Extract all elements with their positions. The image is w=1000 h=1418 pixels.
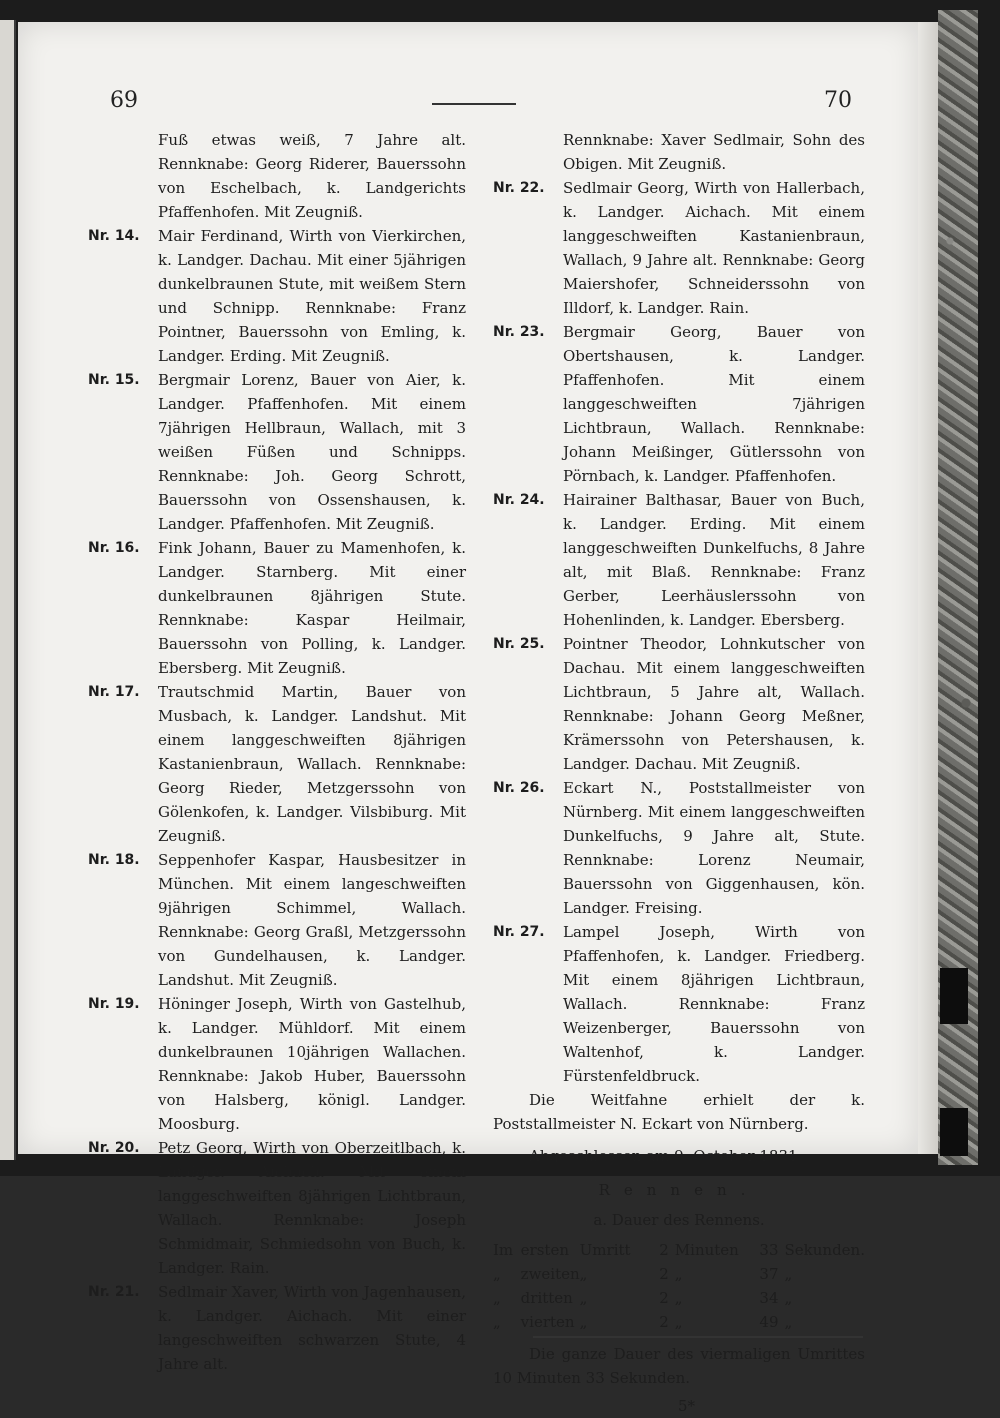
entry-text: Bergmair Georg, Bauer von Obertshausen, k. Landger. Pfaffenhofen. Mit einem langgeschweiften 7jährigen Lichtbraun, Wallach. Rennknabe: Johann Meißinger, Gütlerssohn von Pörnbach, k. Landger. Pfaffenhofen. — [563, 323, 865, 485]
continuation-text: Rennknabe: Xaver Sedlmair, Sohn des Obigen. Mit Zeugniß. — [563, 131, 865, 173]
entry-24 — [493, 488, 865, 632]
entry-number: Nr. 24. — [493, 492, 545, 508]
entry-number: Nr. 14. — [88, 228, 140, 244]
row-seconds: 34 — [759, 1289, 779, 1307]
row-prefix: „ — [493, 1265, 501, 1283]
row-min-label: „ — [674, 1289, 683, 1307]
row-min-label: „ — [674, 1313, 683, 1331]
entry-text: Eckart N., Poststallmeister von Nürnberg. Mit einem langgeschweiften Dunkelfuchs, 9 Jahre alt, Stute. Rennknabe: Lorenz Neumair, Bauerssohn von Giggenhausen, kön. Landger. Freising. — [563, 779, 865, 917]
entry-text: Lampel Joseph, Wirth von Pfaffenhofen, k. Landger. Friedberg. Mit einem 8jährigen Lichtbraun, Wallach. Rennknabe: Franz Weizenberger, Bauerssohn von Waltenhof, k. Landger. Fürstenfeldbruck. — [563, 923, 865, 1085]
entry-14 — [88, 224, 466, 368]
entry-number: Nr. 19. — [88, 996, 140, 1012]
entry-15 — [88, 368, 466, 536]
entry-22 — [493, 176, 865, 320]
entry-27 — [493, 920, 865, 1088]
entry-number: Nr. 16. — [88, 540, 140, 556]
entry-number: Nr. 26. — [493, 780, 545, 796]
entry-number: Nr. 15. — [88, 372, 140, 388]
entry-number: Nr. 23. — [493, 324, 545, 340]
row-prefix: Im — [493, 1241, 514, 1259]
previous-page-edge — [0, 20, 16, 1160]
table-rule — [533, 1336, 863, 1338]
page-number-right: 70 — [824, 88, 852, 113]
row-minutes: 2 — [659, 1265, 669, 1283]
row-sec-label: „ — [784, 1289, 793, 1307]
entry-text: Höninger Joseph, Wirth von Gastelhub, k. Landger. Mühldorf. Mit einem dunkelbraunen 10jährigen Wallachen. Rennknabe: Jakob Huber, Bauerssohn von Halsberg, königl. Landger. Moosburg. — [158, 995, 466, 1133]
entry-text: Seppenhofer Kaspar, Hausbesitzer in München. Mit einem langeschweiften 9jährigen Schimmel, Wallach. Rennknabe: Georg Graßl, Metzgerssohn von Gundelhausen, k. Landger. Landshut. Mit Zeugniß. — [158, 851, 466, 989]
entry-text: Pointner Theodor, Lohnkutscher von Dachau. Mit einem langgeschweiften Lichtbraun, 5 Jahre alt, Wallach. Rennknabe: Johann Georg Meßner, Krämerssohn von Petershausen, k. Landger. Dachau. Mit Zeugniß. — [563, 635, 865, 773]
entry-number: Nr. 17. — [88, 684, 140, 700]
row-prefix: „ — [493, 1289, 501, 1307]
table-row — [493, 1310, 865, 1334]
row-sec-label: Sekunden. — [784, 1241, 865, 1259]
page-number-left: 69 — [110, 88, 138, 113]
signature-mark: 5* — [677, 1397, 695, 1415]
entry-25 — [493, 632, 865, 776]
left-column — [88, 128, 466, 1376]
entry-number: Nr. 27. — [493, 924, 545, 940]
row-minutes: 2 — [659, 1289, 669, 1307]
entry-number: Nr. 18. — [88, 852, 140, 868]
entry-text: Sedlmair Georg, Wirth von Hallerbach, k. Landger. Aichach. Mit einem langgeschweiften Kastanienbraun, Wallach, 9 Jahre alt. Rennknabe: Georg Maiershofer, Schneiderssohn von Illdorf, k. Landger. Rain. — [563, 179, 865, 317]
entry-text: Hairainer Balthasar, Bauer von Buch, k. Landger. Erding. Mit einem langgeschweiften Dunkelfuchs, 8 Jahre alt, mit Blaß. Rennknabe: Franz Gerber, Leerhäuslerssohn von Hohenlinden, k. Landger. Ebersberg. — [563, 491, 865, 629]
right-column — [493, 128, 865, 1418]
entry-text: Trautschmid Martin, Bauer von Musbach, k. Landger. Landshut. Mit einem langgeschweiften 8jährigen Kastanienbraun, Wallach. Rennknabe: Georg Rieder, Metzgerssohn von Gölenkofen, k. Landger. Vilsbiburg. Mit Zeugniß. — [158, 683, 466, 845]
row-ordinal: dritten — [520, 1289, 573, 1307]
entry-20 — [88, 1136, 466, 1280]
row-ordinal: vierten — [520, 1313, 575, 1331]
row-word: „ — [579, 1313, 588, 1331]
entry-text: Bergmair Lorenz, Bauer von Aier, k. Landger. Pfaffenhofen. Mit einem 7jährigen Hellbraun, Wallach, mit 3 weißen Füßen und Schnipps. Rennknabe: Joh. Georg Schrott, Bauerssohn von Ossenshausen, k. Landger. Pfaffenhofen. Mit Zeugniß. — [158, 371, 466, 533]
entry-18 — [88, 848, 466, 992]
table-row — [493, 1238, 865, 1262]
entry-text: Mair Ferdinand, Wirth von Vierkirchen, k. Landger. Dachau. Mit einer 5jährigen dunkelbraunen Stute, mit weißem Stern und Schnipp. Rennknabe: Franz Pointner, Bauerssohn von Emling, k. Landger. Erding. Mit Zeugniß. — [158, 227, 466, 365]
row-prefix: „ — [493, 1313, 501, 1331]
row-word: Umritt — [579, 1241, 631, 1259]
entry-21 — [88, 1280, 466, 1376]
header-rule — [432, 103, 516, 105]
row-ordinal: zweiten — [520, 1265, 580, 1283]
row-min-label: Minuten — [674, 1241, 739, 1259]
row-seconds: 37 — [759, 1265, 779, 1283]
entry-text: Petz Georg, Wirth von Oberzeitlbach, k. Landger. Aichach. Mit einem langgeschweiften 8jährigen Lichtbraun, Wallach. Rennknabe: Joseph Schmidmair, Schmiedsohn von Buch, k. Landger. Rain. — [158, 1139, 466, 1277]
row-sec-label: „ — [784, 1265, 793, 1283]
row-seconds: 33 — [759, 1241, 779, 1259]
weitfahne-paragraph: Die Weitfahne erhielt der k. Poststallmeister N. Eckart von Nürnberg. — [493, 1091, 865, 1133]
entry-number: Nr. 25. — [493, 636, 545, 652]
entry-23 — [493, 320, 865, 488]
entry-number: Nr. 21. — [88, 1284, 140, 1300]
entry-number: Nr. 20. — [88, 1140, 140, 1156]
dauer-heading: a. Dauer des Rennens. — [593, 1211, 765, 1229]
entry-19 — [88, 992, 466, 1136]
row-word: „ — [579, 1289, 588, 1307]
row-ordinal: ersten — [520, 1241, 569, 1259]
entry-16 — [88, 536, 466, 680]
page-edge-stack — [918, 22, 938, 1154]
row-seconds: 49 — [759, 1313, 779, 1331]
entry-17 — [88, 680, 466, 848]
entry-text: Sedlmair Xaver, Wirth von Jagenhausen, k. Landger. Aichach. Mit einer langeschweiften schwarzen Stute, 4 Jahre alt. — [158, 1283, 466, 1373]
entry-number: Nr. 22. — [493, 180, 545, 196]
table-row — [493, 1286, 865, 1310]
closing-date: Abgeschlossen am 9. October 1831. — [529, 1147, 803, 1165]
row-minutes: 2 — [659, 1241, 669, 1259]
table-row — [493, 1262, 865, 1286]
umritt-table — [493, 1238, 865, 1334]
continuation-text: Fuß etwas weiß, 7 Jahre alt. Rennknabe: Georg Riderer, Bauerssohn von Eschelbach, k. Landgerichts Pfaffenhofen. Mit Zeugniß. — [158, 131, 466, 221]
total-duration: Die ganze Dauer des viermaligen Umrittes 10 Minuten 33 Sekunden. — [493, 1345, 865, 1387]
row-sec-label: „ — [784, 1313, 793, 1331]
row-min-label: „ — [674, 1265, 683, 1283]
cover-tab-upper — [940, 968, 968, 1024]
row-minutes: 2 — [659, 1313, 669, 1331]
entry-text: Fink Johann, Bauer zu Mamenhofen, k. Landger. Starnberg. Mit einer dunkelbraunen 8jährigen Stute. Rennknabe: Kaspar Heilmair, Bauerssohn von Polling, k. Landger. Ebersberg. Mit Zeugniß. — [158, 539, 466, 677]
rennen-heading: Rennen. — [598, 1181, 760, 1199]
entry-26 — [493, 776, 865, 920]
row-word: „ — [579, 1265, 588, 1283]
cover-tab-lower — [940, 1108, 968, 1156]
